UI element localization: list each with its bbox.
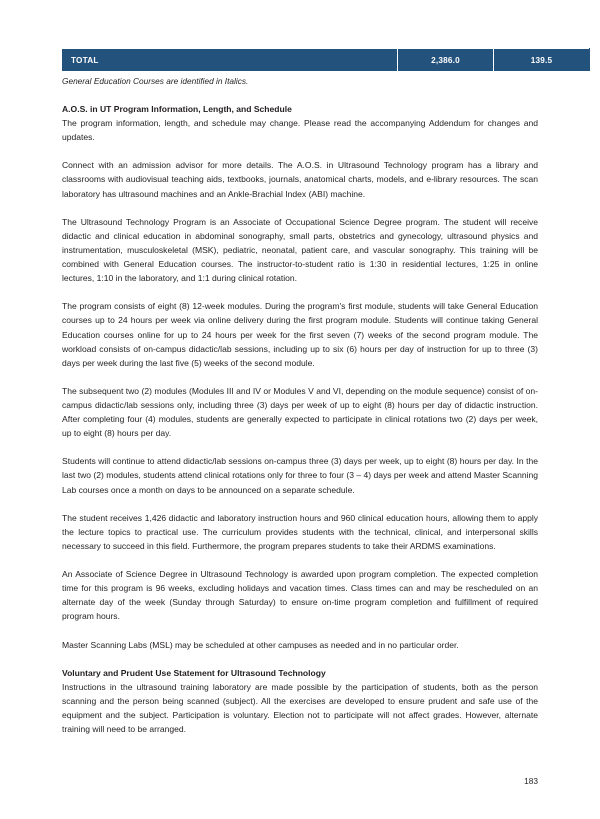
paragraph-spacer — [62, 623, 538, 637]
program-info-paragraph-5: The subsequent two (2) modules (Modules III and IV or Modules V and VI, depending on the module sequence) consist of on-campus didactic/lab sessions only, including three (3) days per week of up to eight (8) hours per day of didactic instruction. After completing four (4) modules, students are generally expected to participate in clinical rotations two (2) days per week, up to eight (8) hours per day. — [62, 385, 538, 439]
voluntary-use-section — [62, 666, 538, 736]
program-info-paragraph-3: The Ultrasound Technology Program is an Associate of Occupational Science Degree program. The student will receive didactic and clinical education in abdominal sonography, small parts, obstetrics and gynecology, ultrasound physics and instrumentation, musculoskeletal (MSK), pediatric, neonatal, patient care, and vascular sonography. This training will be combined with General Education courses. The instructor-to-student ratio is 1:30 in residential lectures, 1:25 in online lectures, 1:10 in the laboratory, and 1:1 during clinical rotation. — [62, 216, 538, 284]
program-info-paragraph-7: The student receives 1,426 didactic and laboratory instruction hours and 960 clinical education hours, allowing them to apply the lecture topics to practical use. The curriculum provides students with the technical, clinical, and interpersonal skills necessary to succeed in this field. Furthermore, the program prepares students to take their ARDMS examinations. — [62, 512, 538, 551]
program-information-section — [62, 102, 538, 652]
paragraph-spacer — [62, 497, 538, 511]
paragraph-spacer — [62, 144, 538, 158]
program-info-heading: A.O.S. in UT Program Information, Length, and Schedule — [62, 104, 292, 114]
program-info-paragraph-6: Students will continue to attend didactic/lab sessions on-campus three (3) days per week, up to eight (8) hours per day. In the last two (2) modules, students attend clinical rotations only for three to four (3 – 4) days per week and attend Master Scanning Lab courses once a month on days to be announced on a separate schedule. — [62, 456, 538, 495]
paragraph-spacer — [62, 201, 538, 215]
table-cell-total-label: TOTAL — [63, 49, 398, 72]
program-total-table — [62, 48, 590, 72]
page-number: 183 — [524, 776, 538, 786]
table-row-total — [63, 49, 590, 72]
table-cell-total-credits: 139.5 — [494, 49, 590, 72]
document-page — [0, 48, 600, 819]
paragraph-spacer — [62, 370, 538, 384]
program-info-paragraph-8: An Associate of Science Degree in Ultrasound Technology is awarded upon program completion. The expected completion time for this program is 96 weeks, excluding holidays and vacation times. Class times can and may be rescheduled on an alternate day of the week (Sunday through Saturday) to ensure on-time program completion and fulfillment of required program hours. — [62, 569, 538, 622]
table-cell-total-clock-hours: 2,386.0 — [398, 49, 494, 72]
paragraph-spacer — [62, 553, 538, 567]
voluntary-use-paragraph-1: Instructions in the ultrasound training laboratory are made possible by the participation of students, both as the person scanning and the person being scanned (subject). All the exercises are developed to ensure prudent and safe use of the equipment and the subject. Participation is voluntary. Election not to participate will not affect grades. However, alternate training will need to be arranged. — [62, 681, 538, 735]
voluntary-use-heading: Voluntary and Prudent Use Statement for Ultrasound Technology — [62, 667, 326, 678]
paragraph-spacer — [62, 285, 538, 299]
program-info-paragraph-4: The program consists of eight (8) 12-week modules. During the program's first module, students will take General Education courses up to 24 hours per week via online delivery during the first program module. Students will continue taking General Education courses online for up to 24 hours per week for the first seven (7) weeks of the second program module. The workload consists of on-campus didactic/lab sessions, including up to six (6) hours per day of instruction for up to three (3) days per week during the last five (5) weeks of the second module. — [62, 301, 538, 368]
program-info-paragraph-2: Connect with an admission advisor for more details. The A.O.S. in Ultrasound Technology program has a library and classrooms with audiovisual teaching aids, textbooks, journals, anatomical charts, models, and e-library resources. The scan laboratory has ultrasound machines and an Ankle-Brachial Index (ABI) machine. — [62, 160, 538, 199]
program-info-paragraph-9: Master Scanning Labs (MSL) may be scheduled at other campuses as needed and in no particular order. — [62, 639, 459, 650]
paragraph-spacer — [62, 652, 538, 666]
program-info-paragraph-1: The program information, length, and schedule may change. Please read the accompanying Addendum for changes and updates. — [62, 118, 538, 143]
table-caption: General Education Courses are identified in Italics. — [62, 76, 249, 86]
paragraph-spacer — [62, 440, 538, 454]
